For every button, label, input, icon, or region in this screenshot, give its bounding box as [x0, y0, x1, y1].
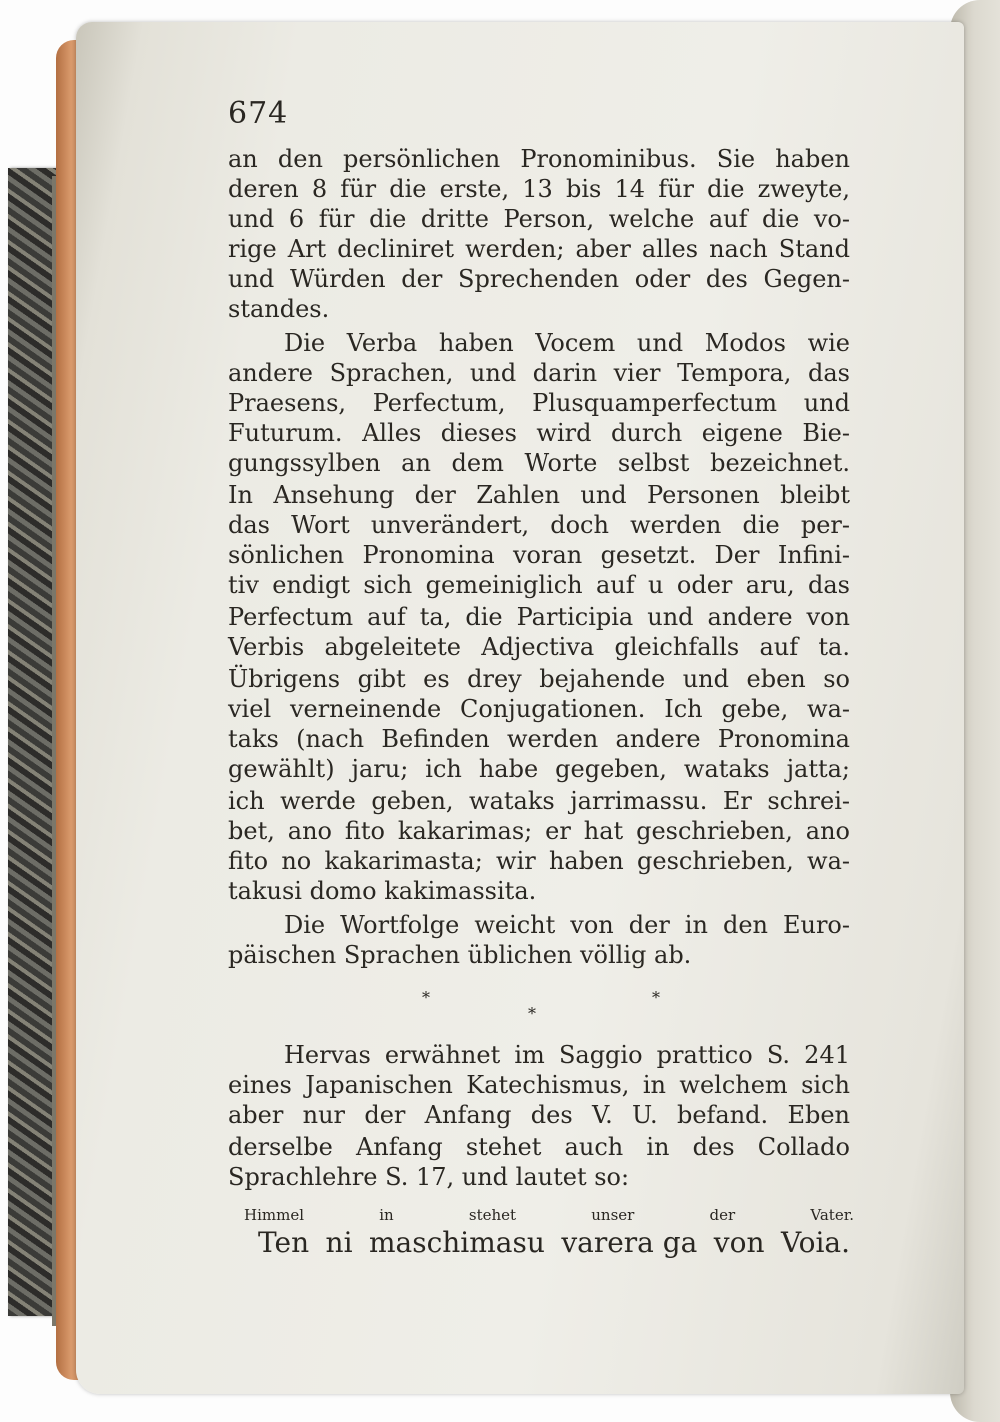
text-line: und Würden der Sprechenden oder des Gegen- [228, 265, 850, 293]
text-line: tiv endigt sich gemeiniglich auf u oder aru, das [228, 571, 850, 599]
text-line: Die Verba haben Vocem und Modos wie [284, 329, 850, 357]
verse-word: Voia. [780, 1226, 850, 1259]
text-line: das Wort unverändert, doch werden die per- [228, 511, 850, 539]
text-line: Sprachlehre S. 17, und lautet so: [228, 1163, 630, 1191]
divider-star: * [528, 1004, 536, 1023]
gloss-word: unser [591, 1206, 635, 1224]
gloss-word: Vater. [810, 1206, 854, 1224]
divider-star: * [422, 988, 430, 1007]
divider-star: * [652, 988, 660, 1007]
text-line: andere Sprachen, und darin vier Tempora, das [228, 359, 850, 387]
text-line: deren 8 für die erste, 13 bis 14 für die zweyte, [228, 175, 850, 203]
verse-word: von [713, 1226, 765, 1259]
text-line: Verbis abgeleitete Adjectiva gleichfalls auf ta. [228, 633, 850, 661]
text-line: Die Wortfolge weicht von der in den Euro- [284, 911, 850, 939]
text-line: Hervas erwähnet im Saggio prattico S. 241 [284, 1041, 850, 1069]
gloss-word: der [709, 1206, 736, 1224]
gloss-word: in [379, 1206, 394, 1224]
text-line: eines Japanischen Katechismus, in welchem sich [228, 1071, 850, 1099]
text-line: rige Art decliniret werden; aber alles nach Stand [228, 235, 850, 263]
text-line: Übrigens gibt es drey bejahende und eben so [228, 665, 850, 693]
verse-word: maschimasu [368, 1226, 545, 1259]
text-line: Perfectum auf ta, die Participia und andere von [228, 603, 850, 631]
text-line: fito no kakarimasta; wir haben geschrieben, wa- [228, 847, 850, 875]
interlinear-gloss [244, 1206, 854, 1224]
verse-word: ni [325, 1226, 353, 1259]
text-line: gewählt) jaru; ich habe gegeben, wataks jatta; [228, 755, 850, 783]
text-line: päischen Sprachen üblichen völlig ab. [228, 941, 692, 969]
text-line: gungssylben an dem Worte selbst bezeichnet. [228, 449, 850, 477]
text-line: ich werde geben, wataks jarrimassu. Er schrei- [228, 787, 850, 815]
text-line: bet, ano fito kakarimas; er hat geschrieben, ano [228, 817, 850, 845]
text-line: Praesens, Perfectum, Plusquamperfectum und [228, 389, 850, 417]
text-line: sönlichen Pronomina voran gesetzt. Der Infini- [228, 541, 850, 569]
verse-word: varera ga [561, 1226, 698, 1259]
page-number: 674 [228, 96, 289, 131]
text-line: und 6 für die dritte Person, welche auf die vo- [228, 205, 850, 233]
gloss-word: Himmel [244, 1206, 304, 1224]
text-line: standes. [228, 295, 330, 323]
text-line: derselbe Anfang stehet auch in des Collado [228, 1133, 850, 1161]
lords-prayer-verse [258, 1226, 850, 1259]
text-line: aber nur der Anfang des V. U. befand. Eben [228, 1101, 850, 1129]
text-line: takusi domo kakimassita. [228, 877, 537, 905]
text-line: taks (nach Befinden werden andere Pronomina [228, 725, 850, 753]
text-line: In Ansehung der Zahlen und Personen bleibt [228, 481, 850, 509]
text-line: Futurum. Alles dieses wird durch eigene Bie- [228, 419, 850, 447]
verse-word: Ten [258, 1226, 310, 1259]
gloss-word: stehet [468, 1206, 517, 1224]
text-line: viel verneinende Conjugationen. Ich gebe, wa- [228, 695, 850, 723]
text-line: an den persönlichen Pronominibus. Sie haben [228, 145, 850, 173]
